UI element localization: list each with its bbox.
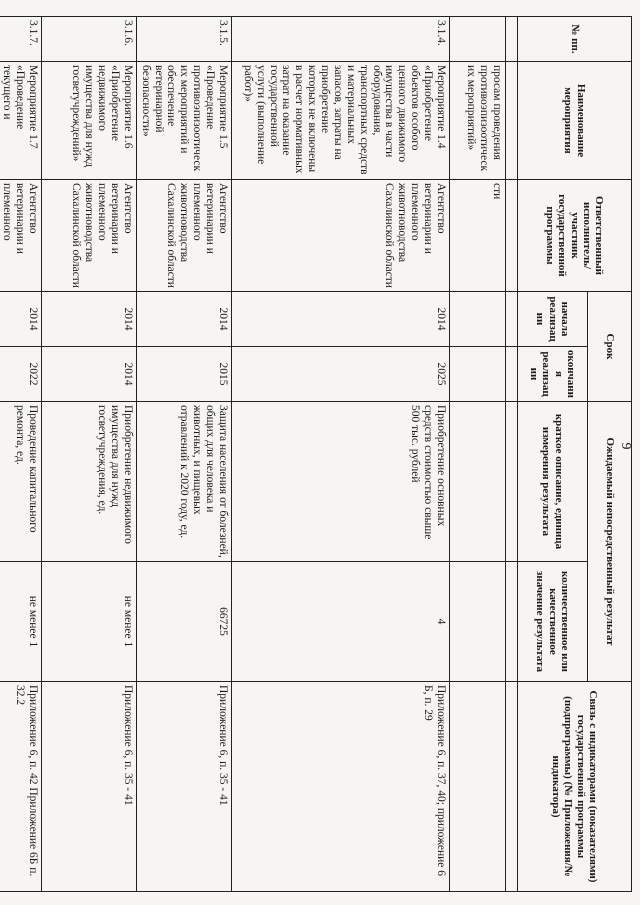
row-value: не менее 1 [0,562,41,682]
row-link: Приложение 6, п. 35 - 41 [136,682,231,892]
header-link: Связь с индикаторами (показателями) государственной программы (подпрограммы) (№ Приложения/№ индикатора) [518,682,632,892]
header-num: № пп. [518,17,632,62]
row-num [450,17,506,62]
document-page [1,16,632,891]
row-name: Мероприятие 1.4 «Приобретение объектов особого ценного движимого имущества в части оборудования, транспортных средств и материальных запасов, затраты на приобретение которых не включены в расчет нормативных затрат на оказание государственной услуги (выполнение работ)» [232,62,450,180]
table-row [450,17,506,892]
header-result-value: количественное или качественное значение результата [518,562,588,682]
row-num: 3.1.5. [136,17,231,62]
row-end: 2022 [0,347,41,402]
header-term-start: начала реализации [518,292,588,347]
row-responsible: Агентство ветеринарии и племенного [0,180,41,292]
row-responsible: Агентство ветеринарии и племенного животноводства Сахалинской области [41,180,136,292]
row-end: 2025 [232,347,450,402]
header-row [588,17,632,892]
table-row [41,17,136,892]
row-desc: Защита населения от болезней, общих для человека и животных, и пищевых отравлений к 2020 году, ед. [136,402,231,562]
row-start: 2014 [136,292,231,347]
table-row [0,17,41,892]
row-link: Приложение 6, п. 37, 40; приложение 6 Б, п. 29 [232,682,450,892]
row-desc [450,402,506,562]
row-num: 3.1.4. [232,17,450,62]
row-responsible: Агентство ветеринарии и племенного животноводства Сахалинской области [136,180,231,292]
page-number: 9 [618,442,633,450]
table-row [136,17,231,892]
row-name: Мероприятие 1.7 «Проведение текущего и [0,62,41,180]
row-name: Мероприятие 1.6 «Приобретение недвижимого имущества для нужд госветучреждений» [41,62,136,180]
row-start: 2014 [232,292,450,347]
row-value [450,562,506,682]
header-term-end: окончания реализации [518,347,588,402]
row-start: 2014 [0,292,41,347]
header-term: Срок [588,292,632,402]
row-value: 4 [232,562,450,682]
spacer-row [506,17,518,892]
activities-table [0,16,632,892]
header-result-desc: краткое описание, единица измерения результата [518,402,588,562]
row-num: 3.1.6. [41,17,136,62]
row-start: 2014 [41,292,136,347]
row-name: Мероприятие 1.5 «Проведение противоэпизоотических мероприятий и обеспечение ветеринарной безопасности» [136,62,231,180]
row-num: 3.1.7. [0,17,41,62]
row-desc: Приобретение недвижимого имущества для нужд госветучреждения, ед. [41,402,136,562]
row-link: Приложение 6, п. 42 Приложение 6Б п. 32.2 [0,682,41,892]
header-result: Ожидаемый непосредственный результат [588,402,632,682]
row-end [450,347,506,402]
table-row [232,17,450,892]
row-end: 2015 [136,347,231,402]
row-desc: Приобретение основных средств стоимостью свыше 500 тыс. рублей [232,402,450,562]
row-desc: Проведение капитального ремонта, ед. [0,402,41,562]
row-link: Приложение 6, п. 35 - 41 [41,682,136,892]
header-responsible: Ответственный исполнитель/участник государственной программы [518,180,632,292]
header-name: Наименование мероприятия [518,62,632,180]
row-value: 66725 [136,562,231,682]
row-link [450,682,506,892]
row-responsible: Агентство ветеринарии и племенного животноводства Сахалинской области [232,180,450,292]
row-start [450,292,506,347]
row-value: не менее 1 [41,562,136,682]
row-name: просам проведения противоэпизоотических мероприятий» [450,62,506,180]
row-end: 2014 [41,347,136,402]
row-responsible: сти [450,180,506,292]
